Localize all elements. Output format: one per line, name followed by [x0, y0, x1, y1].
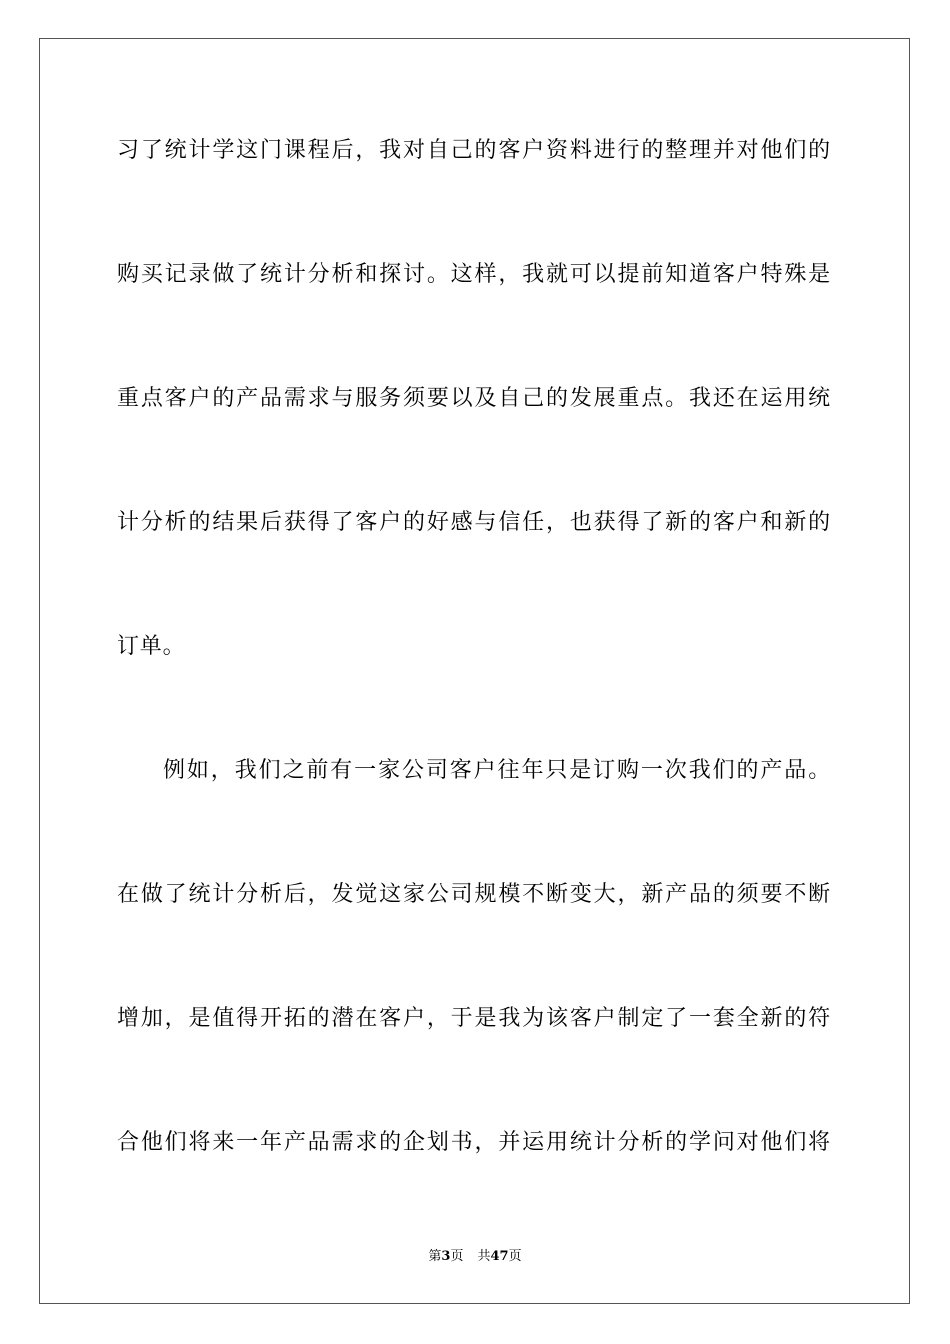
total-pages: 47	[490, 1249, 509, 1264]
body-text-line-4: 计分析的结果后获得了客户的好感与信任，也获得了新的客户和新的	[117, 510, 831, 535]
body-text-line-5: 订单。	[117, 634, 186, 659]
total-suffix: 页	[508, 1249, 522, 1264]
body-text-line-9: 合他们将来一年产品需求的企划书，并运用统计分析的学问对他们将	[117, 1130, 831, 1155]
body-text-line-1: 习了统计学这门课程后，我对自己的客户资料进行的整理并对他们的	[117, 138, 831, 163]
paragraph-indented-line: 例如，我们之前有一家公司客户往年只是订购一次我们的产品。	[163, 758, 831, 783]
body-text-line-7: 在做了统计分析后，发觉这家公司规模不断变大，新产品的须要不断	[117, 882, 831, 907]
page-prefix: 第	[428, 1249, 442, 1264]
body-text-line-3: 重点客户的产品需求与服务须要以及自己的发展重点。我还在运用统	[117, 386, 831, 411]
total-prefix: 共	[477, 1249, 491, 1264]
body-text-line-2: 购买记录做了统计分析和探讨。这样，我就可以提前知道客户特殊是	[117, 262, 831, 287]
body-text-line-8: 增加，是值得开拓的潜在客户，于是我为该客户制定了一套全新的符	[117, 1006, 831, 1031]
page-footer	[0, 1248, 950, 1266]
page-number: 3	[441, 1249, 451, 1264]
page-border	[39, 38, 910, 1304]
page-suffix: 页	[450, 1249, 464, 1264]
